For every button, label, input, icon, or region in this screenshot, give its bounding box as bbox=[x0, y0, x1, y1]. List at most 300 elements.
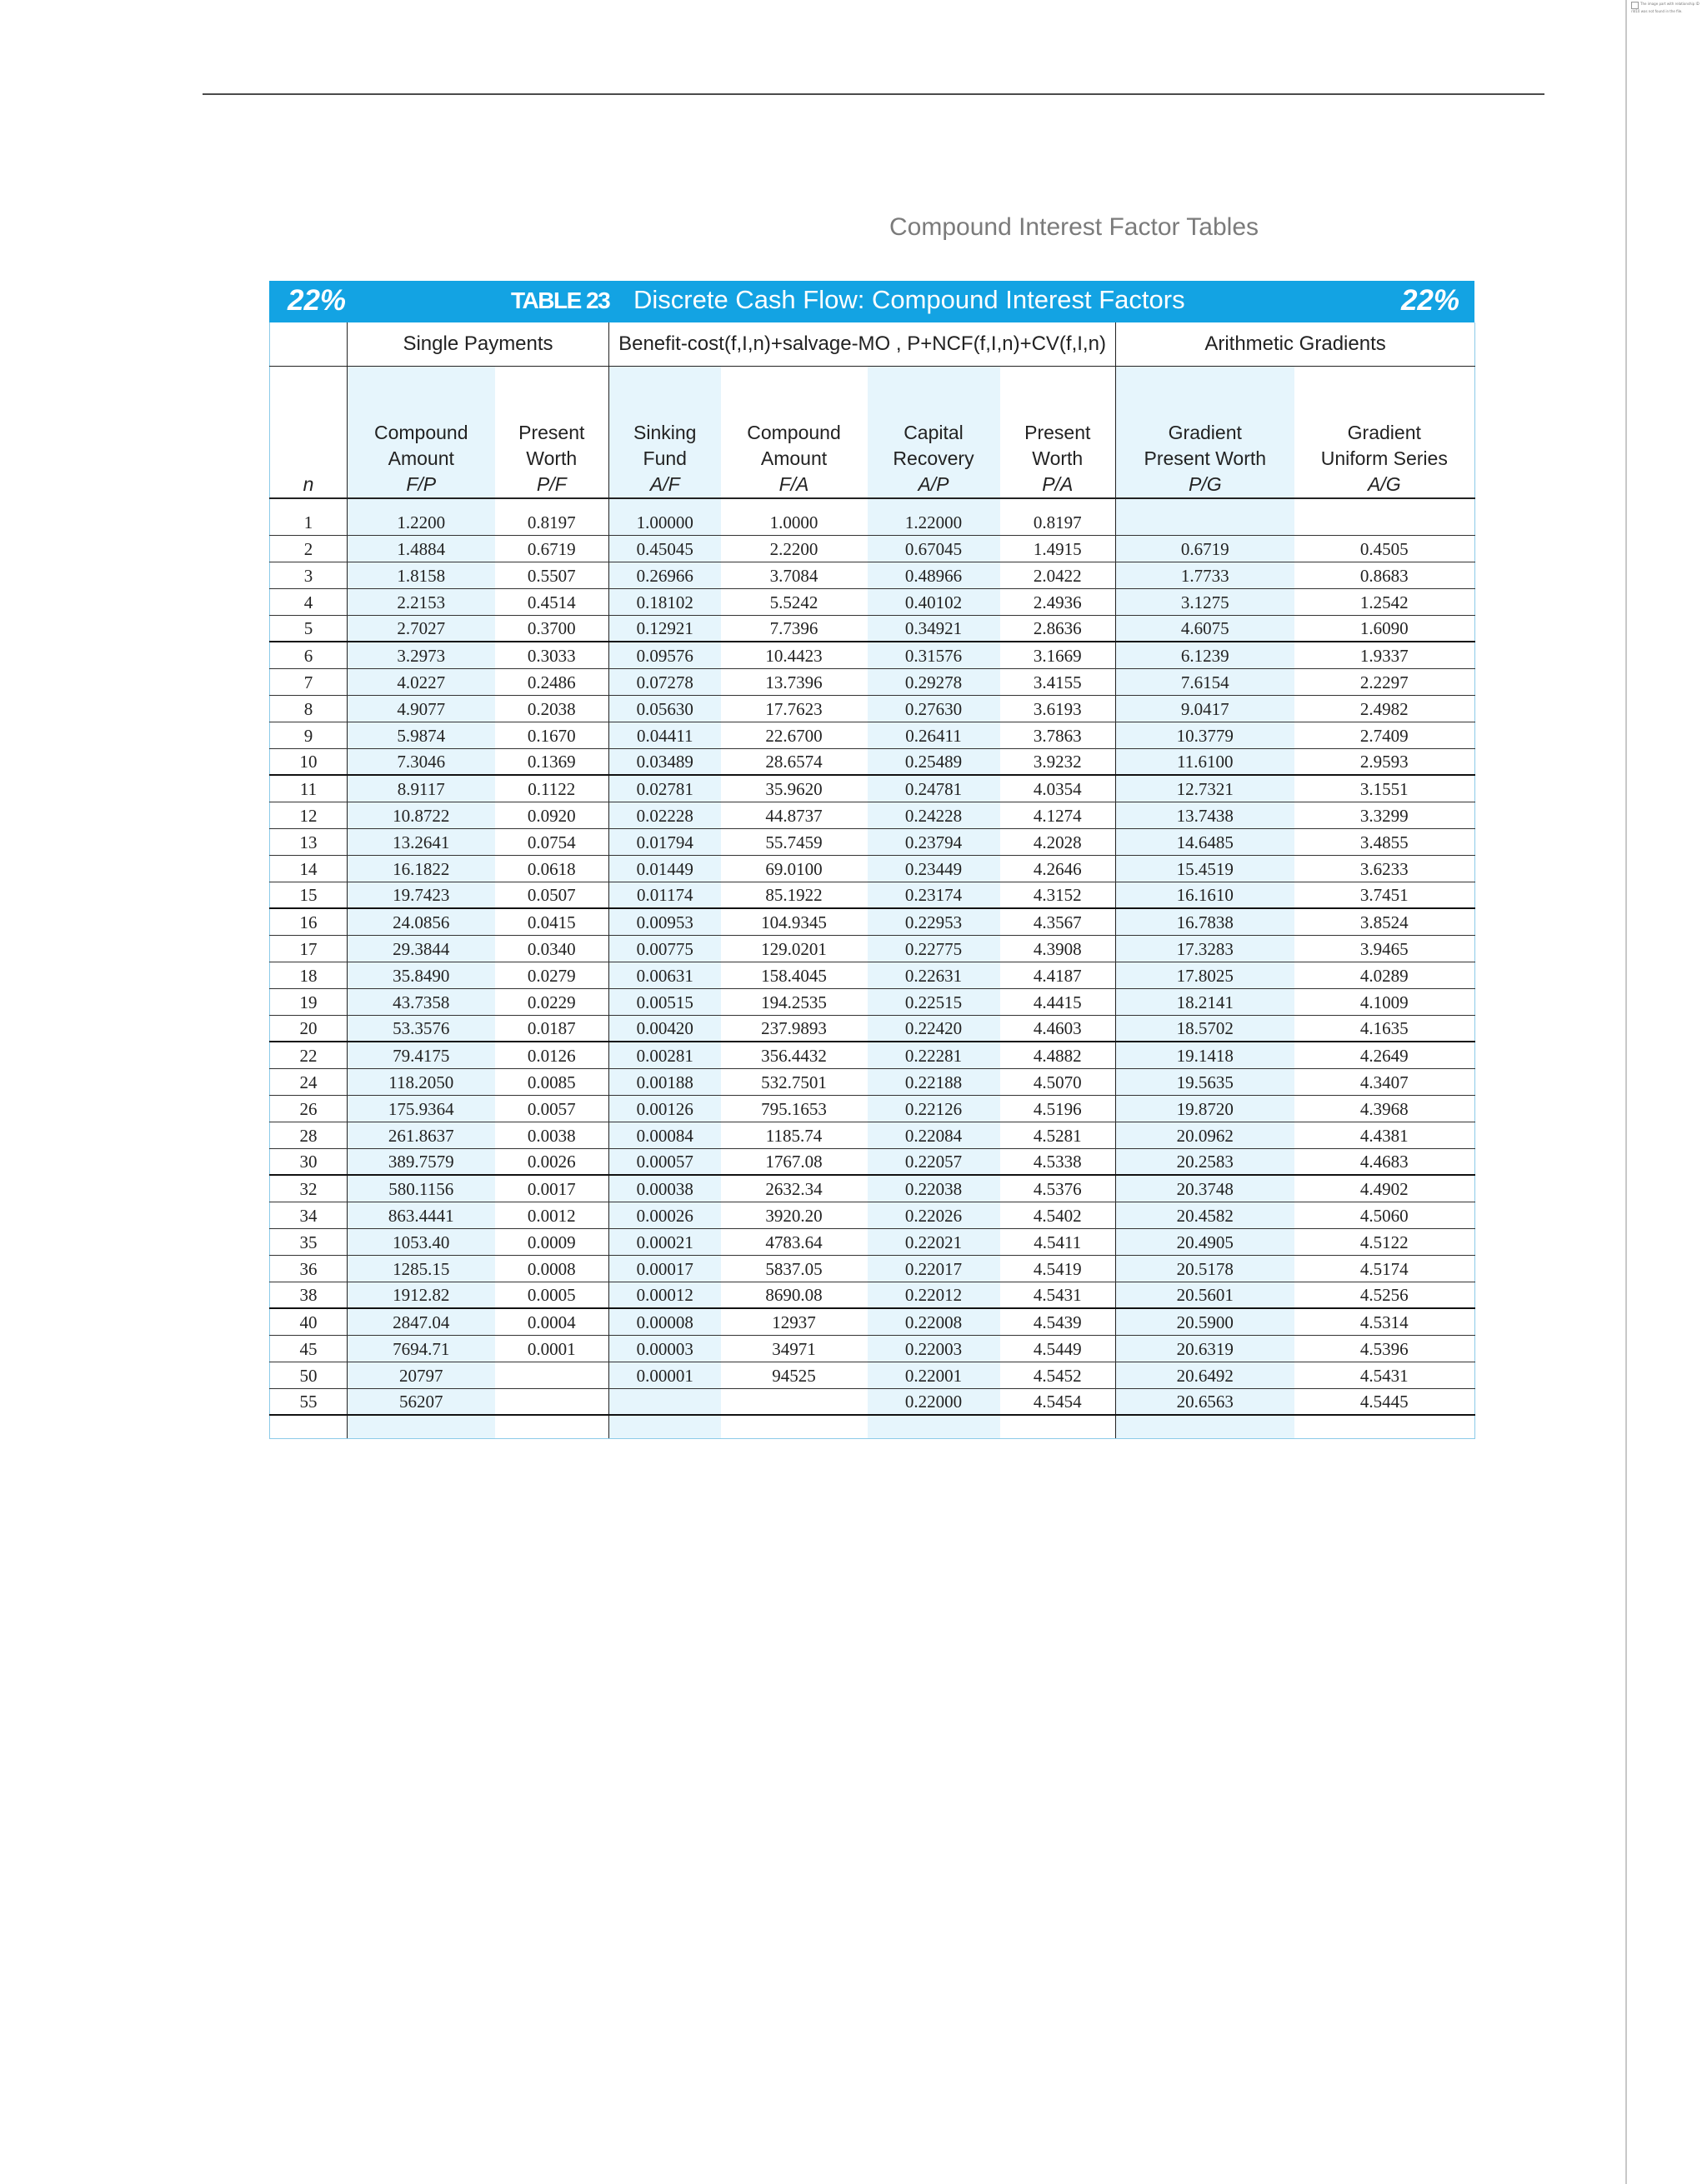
cell-present-worth-pf: 0.1122 bbox=[495, 775, 609, 802]
cell-gradient-present-worth-pg: 14.6485 bbox=[1116, 828, 1294, 855]
group-header-blank bbox=[270, 322, 348, 366]
cell-empty bbox=[348, 1415, 495, 1438]
table-row bbox=[270, 1202, 1475, 1228]
missing-image-note bbox=[1631, 2, 1704, 12]
cell-compound-amount-fa: 35.9620 bbox=[721, 775, 868, 802]
cell-n: 34 bbox=[270, 1202, 348, 1228]
cell-n: 17 bbox=[270, 935, 348, 962]
cell-gradient-uniform-series-ag: 4.2649 bbox=[1294, 1042, 1475, 1068]
cell-compound-amount-fa: 10.4423 bbox=[721, 642, 868, 668]
col-header-gradient-uniform-series-ag bbox=[1294, 366, 1475, 498]
table-row bbox=[270, 588, 1475, 615]
cell-present-worth-pf: 0.0187 bbox=[495, 1015, 609, 1042]
cell-capital-recovery-ap: 0.26411 bbox=[868, 722, 1000, 748]
table-body bbox=[270, 498, 1475, 1438]
cell-present-worth-pf: 0.8197 bbox=[495, 498, 609, 535]
table-row bbox=[270, 1308, 1475, 1335]
cell-present-worth-pf: 0.5507 bbox=[495, 562, 609, 588]
table-number: TABLE 23 bbox=[511, 287, 610, 313]
cell-compound-amount-fa: 17.7623 bbox=[721, 695, 868, 722]
cell-present-worth-pa: 1.4915 bbox=[1000, 535, 1116, 562]
table-row bbox=[270, 1175, 1475, 1202]
compound-interest-table bbox=[269, 322, 1475, 1439]
cell-compound-amount-fp: 7.3046 bbox=[348, 748, 495, 775]
cell-empty bbox=[868, 1415, 1000, 1438]
cell-present-worth-pf: 0.0754 bbox=[495, 828, 609, 855]
cell-compound-amount-fp: 16.1822 bbox=[348, 855, 495, 882]
cell-gradient-uniform-series-ag: 3.8524 bbox=[1294, 908, 1475, 935]
cell-sinking-fund-af: 0.00008 bbox=[609, 1308, 721, 1335]
cell-present-worth-pf: 0.1369 bbox=[495, 748, 609, 775]
cell-compound-amount-fp: 19.7423 bbox=[348, 882, 495, 908]
table-row bbox=[270, 962, 1475, 988]
cell-n: 12 bbox=[270, 802, 348, 828]
cell-capital-recovery-ap: 0.22281 bbox=[868, 1042, 1000, 1068]
cell-present-worth-pf: 0.0057 bbox=[495, 1095, 609, 1122]
cell-capital-recovery-ap: 0.24228 bbox=[868, 802, 1000, 828]
cell-sinking-fund-af: 0.01794 bbox=[609, 828, 721, 855]
col-header-symbol: n bbox=[303, 473, 314, 495]
cell-compound-amount-fp: 5.9874 bbox=[348, 722, 495, 748]
cell-compound-amount-fp: 10.8722 bbox=[348, 802, 495, 828]
cell-present-worth-pa: 2.8636 bbox=[1000, 615, 1116, 642]
cell-compound-amount-fa: 532.7501 bbox=[721, 1068, 868, 1095]
cell-gradient-present-worth-pg: 16.1610 bbox=[1116, 882, 1294, 908]
group-header-row bbox=[270, 322, 1475, 366]
cell-n: 2 bbox=[270, 535, 348, 562]
cell-n: 38 bbox=[270, 1282, 348, 1308]
cell-compound-amount-fa: 104.9345 bbox=[721, 908, 868, 935]
cell-capital-recovery-ap: 0.22021 bbox=[868, 1228, 1000, 1255]
cell-gradient-present-worth-pg: 4.6075 bbox=[1116, 615, 1294, 642]
cell-n: 5 bbox=[270, 615, 348, 642]
col-header-symbol: P/A bbox=[1042, 473, 1074, 495]
table-row bbox=[270, 1335, 1475, 1362]
table-row bbox=[270, 535, 1475, 562]
cell-gradient-uniform-series-ag: 4.4381 bbox=[1294, 1122, 1475, 1148]
cell-sinking-fund-af: 0.00021 bbox=[609, 1228, 721, 1255]
cell-n: 35 bbox=[270, 1228, 348, 1255]
cell-gradient-uniform-series-ag: 4.3968 bbox=[1294, 1095, 1475, 1122]
col-header-line2: Present Worth bbox=[1144, 447, 1267, 469]
cell-gradient-uniform-series-ag: 1.6090 bbox=[1294, 615, 1475, 642]
table-row bbox=[270, 498, 1475, 535]
cell-capital-recovery-ap: 1.22000 bbox=[868, 498, 1000, 535]
cell-present-worth-pa: 4.2646 bbox=[1000, 855, 1116, 882]
cell-compound-amount-fa: 69.0100 bbox=[721, 855, 868, 882]
table-row bbox=[270, 1362, 1475, 1388]
col-header-line1: Present bbox=[518, 422, 585, 443]
cell-sinking-fund-af: 0.00775 bbox=[609, 935, 721, 962]
cell-sinking-fund-af: 0.01449 bbox=[609, 855, 721, 882]
table-row bbox=[270, 1042, 1475, 1068]
cell-sinking-fund-af: 0.00126 bbox=[609, 1095, 721, 1122]
cell-gradient-uniform-series-ag: 4.5256 bbox=[1294, 1282, 1475, 1308]
cell-sinking-fund-af: 0.12921 bbox=[609, 615, 721, 642]
cell-gradient-present-worth-pg: 16.7838 bbox=[1116, 908, 1294, 935]
cell-empty bbox=[270, 1415, 348, 1438]
cell-n: 18 bbox=[270, 962, 348, 988]
cell-capital-recovery-ap: 0.22012 bbox=[868, 1282, 1000, 1308]
cell-compound-amount-fp: 1912.82 bbox=[348, 1282, 495, 1308]
cell-capital-recovery-ap: 0.22775 bbox=[868, 935, 1000, 962]
col-header-symbol: A/G bbox=[1367, 473, 1401, 495]
cell-n: 9 bbox=[270, 722, 348, 748]
table-row bbox=[270, 1388, 1475, 1415]
cell-n: 28 bbox=[270, 1122, 348, 1148]
cell-compound-amount-fp: 118.2050 bbox=[348, 1068, 495, 1095]
col-header-line1: Sinking bbox=[633, 422, 697, 443]
col-header-line1: Gradient bbox=[1347, 422, 1421, 443]
table-row bbox=[270, 1095, 1475, 1122]
cell-compound-amount-fa: 2632.34 bbox=[721, 1175, 868, 1202]
cell-present-worth-pf bbox=[495, 1388, 609, 1415]
col-header-compound-amount-fa bbox=[721, 366, 868, 498]
cell-gradient-uniform-series-ag: 2.9593 bbox=[1294, 748, 1475, 775]
cell-gradient-uniform-series-ag: 2.4982 bbox=[1294, 695, 1475, 722]
cell-capital-recovery-ap: 0.67045 bbox=[868, 535, 1000, 562]
cell-n: 19 bbox=[270, 988, 348, 1015]
table-row bbox=[270, 1122, 1475, 1148]
cell-gradient-present-worth-pg: 19.1418 bbox=[1116, 1042, 1294, 1068]
cell-capital-recovery-ap: 0.25489 bbox=[868, 748, 1000, 775]
cell-gradient-present-worth-pg: 20.3748 bbox=[1116, 1175, 1294, 1202]
cell-gradient-present-worth-pg: 20.4905 bbox=[1116, 1228, 1294, 1255]
cell-compound-amount-fa: 1.0000 bbox=[721, 498, 868, 535]
cell-gradient-uniform-series-ag: 4.3407 bbox=[1294, 1068, 1475, 1095]
cell-gradient-uniform-series-ag: 3.3299 bbox=[1294, 802, 1475, 828]
cell-gradient-present-worth-pg: 12.7321 bbox=[1116, 775, 1294, 802]
cell-present-worth-pa: 3.6193 bbox=[1000, 695, 1116, 722]
cell-gradient-uniform-series-ag: 4.4683 bbox=[1294, 1148, 1475, 1175]
cell-n: 45 bbox=[270, 1335, 348, 1362]
cell-gradient-uniform-series-ag: 0.4505 bbox=[1294, 535, 1475, 562]
cell-gradient-uniform-series-ag: 1.9337 bbox=[1294, 642, 1475, 668]
cell-gradient-present-worth-pg: 9.0417 bbox=[1116, 695, 1294, 722]
cell-compound-amount-fp: 3.2973 bbox=[348, 642, 495, 668]
cell-n: 26 bbox=[270, 1095, 348, 1122]
table-row bbox=[270, 1148, 1475, 1175]
cell-sinking-fund-af: 0.02781 bbox=[609, 775, 721, 802]
cell-compound-amount-fp: 1.2200 bbox=[348, 498, 495, 535]
col-header-symbol: F/A bbox=[778, 473, 809, 495]
cell-present-worth-pf: 0.4514 bbox=[495, 588, 609, 615]
cell-present-worth-pf: 0.0017 bbox=[495, 1175, 609, 1202]
cell-sinking-fund-af: 0.00420 bbox=[609, 1015, 721, 1042]
cell-sinking-fund-af: 0.00017 bbox=[609, 1255, 721, 1282]
cell-capital-recovery-ap: 0.22515 bbox=[868, 988, 1000, 1015]
cell-n: 22 bbox=[270, 1042, 348, 1068]
cell-compound-amount-fp: 1.4884 bbox=[348, 535, 495, 562]
cell-compound-amount-fa: 2.2200 bbox=[721, 535, 868, 562]
cell-capital-recovery-ap: 0.34921 bbox=[868, 615, 1000, 642]
cell-gradient-present-worth-pg: 20.5601 bbox=[1116, 1282, 1294, 1308]
cell-sinking-fund-af: 0.03489 bbox=[609, 748, 721, 775]
col-header-sinking-fund-af bbox=[609, 366, 721, 498]
col-header-present-worth-pa bbox=[1000, 366, 1116, 498]
table-row bbox=[270, 855, 1475, 882]
col-header-line2: Amount bbox=[388, 447, 454, 469]
cell-capital-recovery-ap: 0.23174 bbox=[868, 882, 1000, 908]
cell-capital-recovery-ap: 0.22038 bbox=[868, 1175, 1000, 1202]
cell-sinking-fund-af: 0.00003 bbox=[609, 1335, 721, 1362]
cell-present-worth-pa: 4.5439 bbox=[1000, 1308, 1116, 1335]
cell-present-worth-pa: 3.1669 bbox=[1000, 642, 1116, 668]
cell-sinking-fund-af: 0.00012 bbox=[609, 1282, 721, 1308]
cell-compound-amount-fp: 20797 bbox=[348, 1362, 495, 1388]
cell-sinking-fund-af: 0.02228 bbox=[609, 802, 721, 828]
cell-gradient-present-worth-pg: 13.7438 bbox=[1116, 802, 1294, 828]
cell-gradient-present-worth-pg: 6.1239 bbox=[1116, 642, 1294, 668]
cell-present-worth-pa: 4.0354 bbox=[1000, 775, 1116, 802]
table-title: Discrete Cash Flow: Compound Interest Factors bbox=[633, 285, 1185, 314]
col-header-line1: Gradient bbox=[1168, 422, 1242, 443]
cell-present-worth-pa: 4.1274 bbox=[1000, 802, 1116, 828]
table-row bbox=[270, 908, 1475, 935]
cell-sinking-fund-af: 0.00631 bbox=[609, 962, 721, 988]
cell-capital-recovery-ap: 0.48966 bbox=[868, 562, 1000, 588]
cell-compound-amount-fp: 2.2153 bbox=[348, 588, 495, 615]
table-row bbox=[270, 775, 1475, 802]
cell-gradient-present-worth-pg: 20.6492 bbox=[1116, 1362, 1294, 1388]
cell-n: 7 bbox=[270, 668, 348, 695]
cell-present-worth-pa: 4.5452 bbox=[1000, 1362, 1116, 1388]
cell-compound-amount-fa: 13.7396 bbox=[721, 668, 868, 695]
cell-present-worth-pa: 4.4187 bbox=[1000, 962, 1116, 988]
cell-present-worth-pf: 0.2038 bbox=[495, 695, 609, 722]
running-head: Compound Interest Factor Tables bbox=[889, 213, 1259, 241]
col-header-line2: Uniform Series bbox=[1320, 447, 1448, 469]
cell-compound-amount-fa: 3.7084 bbox=[721, 562, 868, 588]
cell-empty bbox=[609, 1415, 721, 1438]
cell-gradient-present-worth-pg: 17.3283 bbox=[1116, 935, 1294, 962]
col-header-line2: Amount bbox=[760, 447, 828, 469]
cell-gradient-uniform-series-ag: 4.5174 bbox=[1294, 1255, 1475, 1282]
cell-present-worth-pa: 4.5449 bbox=[1000, 1335, 1116, 1362]
cell-present-worth-pa: 4.5454 bbox=[1000, 1388, 1116, 1415]
table-row bbox=[270, 828, 1475, 855]
col-header-symbol: A/P bbox=[918, 473, 949, 495]
cell-compound-amount-fa: 28.6574 bbox=[721, 748, 868, 775]
table-row bbox=[270, 802, 1475, 828]
cell-compound-amount-fa: 795.1653 bbox=[721, 1095, 868, 1122]
cell-n: 14 bbox=[270, 855, 348, 882]
rate-right: 22% bbox=[1400, 284, 1459, 317]
cell-compound-amount-fa: 85.1922 bbox=[721, 882, 868, 908]
cell-present-worth-pf: 0.0920 bbox=[495, 802, 609, 828]
col-header-line1: Capital bbox=[904, 422, 964, 443]
col-header-symbol: A/F bbox=[649, 473, 680, 495]
col-header-line1: Present bbox=[1024, 422, 1091, 443]
cell-present-worth-pf: 0.0279 bbox=[495, 962, 609, 988]
cell-compound-amount-fa bbox=[721, 1388, 868, 1415]
cell-gradient-uniform-series-ag: 1.2542 bbox=[1294, 588, 1475, 615]
cell-present-worth-pf: 0.0229 bbox=[495, 988, 609, 1015]
cell-gradient-uniform-series-ag: 3.9465 bbox=[1294, 935, 1475, 962]
group-header-arithmetic-gradients: Arithmetic Gradients bbox=[1116, 322, 1475, 366]
col-header-gradient-present-worth-pg bbox=[1116, 366, 1294, 498]
cell-gradient-present-worth-pg: 18.2141 bbox=[1116, 988, 1294, 1015]
col-header-present-worth-pf bbox=[495, 366, 609, 498]
cell-empty bbox=[721, 1415, 868, 1438]
table-row bbox=[270, 695, 1475, 722]
cell-gradient-uniform-series-ag bbox=[1294, 498, 1475, 535]
cell-present-worth-pa: 4.4603 bbox=[1000, 1015, 1116, 1042]
cell-present-worth-pf: 0.0012 bbox=[495, 1202, 609, 1228]
cell-capital-recovery-ap: 0.29278 bbox=[868, 668, 1000, 695]
cell-capital-recovery-ap: 0.23794 bbox=[868, 828, 1000, 855]
cell-gradient-present-worth-pg: 17.8025 bbox=[1116, 962, 1294, 988]
cell-capital-recovery-ap: 0.22026 bbox=[868, 1202, 1000, 1228]
cell-n: 1 bbox=[270, 498, 348, 535]
cell-compound-amount-fa: 237.9893 bbox=[721, 1015, 868, 1042]
table-banner bbox=[269, 281, 1474, 322]
cell-compound-amount-fa: 34971 bbox=[721, 1335, 868, 1362]
cell-present-worth-pa: 4.5411 bbox=[1000, 1228, 1116, 1255]
col-header-line2: Recovery bbox=[893, 447, 974, 469]
broken-image-icon bbox=[1631, 2, 1639, 9]
cell-compound-amount-fp: 2847.04 bbox=[348, 1308, 495, 1335]
cell-present-worth-pf: 0.3700 bbox=[495, 615, 609, 642]
cell-compound-amount-fa: 12937 bbox=[721, 1308, 868, 1335]
cell-compound-amount-fa: 7.7396 bbox=[721, 615, 868, 642]
cell-gradient-present-worth-pg: 20.5900 bbox=[1116, 1308, 1294, 1335]
cell-compound-amount-fp: 389.7579 bbox=[348, 1148, 495, 1175]
cell-capital-recovery-ap: 0.22084 bbox=[868, 1122, 1000, 1148]
cell-compound-amount-fp: 175.9364 bbox=[348, 1095, 495, 1122]
cell-compound-amount-fp: 2.7027 bbox=[348, 615, 495, 642]
cell-capital-recovery-ap: 0.27630 bbox=[868, 695, 1000, 722]
cell-compound-amount-fa: 129.0201 bbox=[721, 935, 868, 962]
cell-capital-recovery-ap: 0.22188 bbox=[868, 1068, 1000, 1095]
cell-sinking-fund-af: 0.18102 bbox=[609, 588, 721, 615]
cell-present-worth-pf: 0.0340 bbox=[495, 935, 609, 962]
cell-gradient-uniform-series-ag: 3.4855 bbox=[1294, 828, 1475, 855]
cell-present-worth-pa: 4.5196 bbox=[1000, 1095, 1116, 1122]
cell-sinking-fund-af: 0.00188 bbox=[609, 1068, 721, 1095]
group-header-uniform-series: Benefit-cost(f,I,n)+salvage-MO , P+NCF(f,I,n)+CV(f,I,n) bbox=[609, 322, 1116, 366]
cell-capital-recovery-ap: 0.22001 bbox=[868, 1362, 1000, 1388]
cell-capital-recovery-ap: 0.24781 bbox=[868, 775, 1000, 802]
table-row bbox=[270, 562, 1475, 588]
cell-present-worth-pa: 4.5338 bbox=[1000, 1148, 1116, 1175]
cell-gradient-present-worth-pg: 3.1275 bbox=[1116, 588, 1294, 615]
col-header-capital-recovery-ap bbox=[868, 366, 1000, 498]
cell-present-worth-pf: 0.6719 bbox=[495, 535, 609, 562]
cell-present-worth-pf: 0.0009 bbox=[495, 1228, 609, 1255]
cell-capital-recovery-ap: 0.23449 bbox=[868, 855, 1000, 882]
cell-sinking-fund-af: 0.00281 bbox=[609, 1042, 721, 1068]
cell-present-worth-pa: 4.3908 bbox=[1000, 935, 1116, 962]
cell-present-worth-pf: 0.0507 bbox=[495, 882, 609, 908]
cell-present-worth-pa: 4.5431 bbox=[1000, 1282, 1116, 1308]
cell-gradient-present-worth-pg: 11.6100 bbox=[1116, 748, 1294, 775]
cell-sinking-fund-af: 0.09576 bbox=[609, 642, 721, 668]
cell-gradient-present-worth-pg: 15.4519 bbox=[1116, 855, 1294, 882]
cell-compound-amount-fa: 194.2535 bbox=[721, 988, 868, 1015]
cell-n: 20 bbox=[270, 1015, 348, 1042]
cell-n: 8 bbox=[270, 695, 348, 722]
missing-image-text: The image part with relationship ID rId10 was not found in the file. bbox=[1631, 2, 1699, 13]
cell-capital-recovery-ap: 0.22008 bbox=[868, 1308, 1000, 1335]
col-header-line1: Compound bbox=[747, 422, 841, 443]
cell-sinking-fund-af: 0.00515 bbox=[609, 988, 721, 1015]
cell-present-worth-pf: 0.0008 bbox=[495, 1255, 609, 1282]
col-header-symbol: F/P bbox=[406, 473, 437, 495]
col-header-line1: Compound bbox=[373, 422, 468, 443]
cell-present-worth-pa: 0.8197 bbox=[1000, 498, 1116, 535]
cell-sinking-fund-af: 0.00038 bbox=[609, 1175, 721, 1202]
table-row bbox=[270, 1228, 1475, 1255]
cell-n: 6 bbox=[270, 642, 348, 668]
cell-gradient-uniform-series-ag: 4.5314 bbox=[1294, 1308, 1475, 1335]
table-row bbox=[270, 1068, 1475, 1095]
table-row bbox=[270, 1015, 1475, 1042]
table-row bbox=[270, 615, 1475, 642]
cell-capital-recovery-ap: 0.22126 bbox=[868, 1095, 1000, 1122]
cell-sinking-fund-af: 0.26966 bbox=[609, 562, 721, 588]
cell-present-worth-pf: 0.0618 bbox=[495, 855, 609, 882]
cell-n: 30 bbox=[270, 1148, 348, 1175]
cell-capital-recovery-ap: 0.22420 bbox=[868, 1015, 1000, 1042]
table-row bbox=[270, 668, 1475, 695]
cell-gradient-present-worth-pg: 20.5178 bbox=[1116, 1255, 1294, 1282]
cell-compound-amount-fa: 4783.64 bbox=[721, 1228, 868, 1255]
cell-present-worth-pf: 0.3033 bbox=[495, 642, 609, 668]
top-rule bbox=[203, 93, 1544, 95]
cell-compound-amount-fp: 13.2641 bbox=[348, 828, 495, 855]
cell-n: 11 bbox=[270, 775, 348, 802]
cell-compound-amount-fa: 22.6700 bbox=[721, 722, 868, 748]
rate-left: 22% bbox=[288, 284, 347, 317]
cell-compound-amount-fp: 1285.15 bbox=[348, 1255, 495, 1282]
cell-compound-amount-fa: 1185.74 bbox=[721, 1122, 868, 1148]
cell-compound-amount-fp: 7694.71 bbox=[348, 1335, 495, 1362]
cell-sinking-fund-af: 0.00001 bbox=[609, 1362, 721, 1388]
cell-n: 3 bbox=[270, 562, 348, 588]
cell-present-worth-pf: 0.0126 bbox=[495, 1042, 609, 1068]
cell-compound-amount-fa: 1767.08 bbox=[721, 1148, 868, 1175]
cell-n: 16 bbox=[270, 908, 348, 935]
cell-gradient-present-worth-pg: 20.6563 bbox=[1116, 1388, 1294, 1415]
cell-compound-amount-fa: 8690.08 bbox=[721, 1282, 868, 1308]
cell-present-worth-pf: 0.0415 bbox=[495, 908, 609, 935]
cell-compound-amount-fp: 1053.40 bbox=[348, 1228, 495, 1255]
table-row bbox=[270, 882, 1475, 908]
col-header-symbol: P/F bbox=[536, 473, 567, 495]
cell-compound-amount-fa: 5837.05 bbox=[721, 1255, 868, 1282]
cell-gradient-present-worth-pg: 19.8720 bbox=[1116, 1095, 1294, 1122]
cell-gradient-uniform-series-ag: 4.5122 bbox=[1294, 1228, 1475, 1255]
cell-sinking-fund-af: 0.07278 bbox=[609, 668, 721, 695]
cell-sinking-fund-af: 0.00026 bbox=[609, 1202, 721, 1228]
col-header-line2: Worth bbox=[1032, 447, 1084, 469]
cell-n: 36 bbox=[270, 1255, 348, 1282]
cell-present-worth-pa: 4.5402 bbox=[1000, 1202, 1116, 1228]
cell-present-worth-pa: 4.3567 bbox=[1000, 908, 1116, 935]
cell-gradient-present-worth-pg: 19.5635 bbox=[1116, 1068, 1294, 1095]
cell-present-worth-pa: 3.7863 bbox=[1000, 722, 1116, 748]
table-row bbox=[270, 722, 1475, 748]
cell-sinking-fund-af: 0.05630 bbox=[609, 695, 721, 722]
cell-compound-amount-fa: 44.8737 bbox=[721, 802, 868, 828]
cell-compound-amount-fp: 79.4175 bbox=[348, 1042, 495, 1068]
cell-gradient-uniform-series-ag: 3.7451 bbox=[1294, 882, 1475, 908]
table-row bbox=[270, 935, 1475, 962]
cell-present-worth-pa: 4.4882 bbox=[1000, 1042, 1116, 1068]
cell-present-worth-pa: 3.9232 bbox=[1000, 748, 1116, 775]
table-row bbox=[270, 748, 1475, 775]
